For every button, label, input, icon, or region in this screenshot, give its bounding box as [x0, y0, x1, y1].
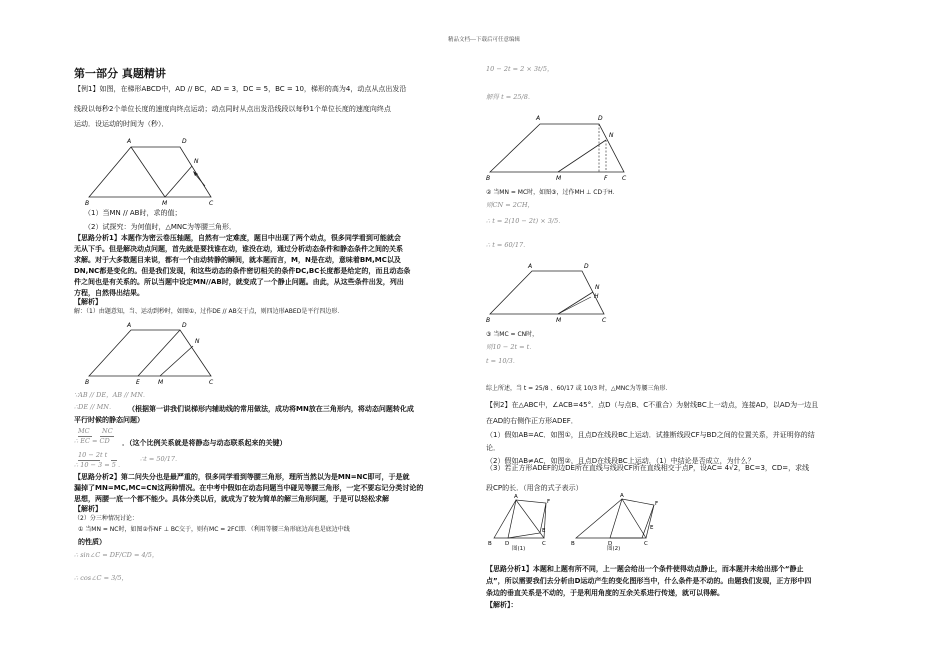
formula-2: ∴DE // MN．: [74, 403, 116, 411]
example2-line2: 在AD的右侧作正方形ADEF．: [486, 417, 578, 425]
label-N: N: [609, 132, 614, 139]
label-B: B: [571, 541, 575, 547]
solution-heading-3: 【解析】：: [486, 601, 518, 609]
trapezoid-figure-1: [85, 136, 225, 206]
label-D: D: [608, 541, 613, 547]
solution-1-intro: 解：（1）由题意知，当、运动到秒时，如图①，过作DE // AB交于点，则四边形ABED是平行四边形．: [74, 308, 344, 315]
label-M: M: [556, 317, 562, 324]
label-A: A: [536, 115, 541, 122]
label-C: C: [542, 541, 546, 547]
analysis-1-line: 件之间也是有关系的。所以当题中设定MN//AB时，就变成了一个静止问题。由此，从这些条件出发，列出: [74, 278, 404, 286]
example2-line4: 论．: [486, 444, 500, 452]
analysis-1-line: 求解。对于大多数题目来说，都有一个由动转静的瞬间，就本题而言，M，N是在动，意味着BM,MC以及: [74, 256, 401, 264]
equation-num: 10 − 2t t: [78, 451, 108, 459]
label-C: C: [209, 379, 214, 386]
label-E: E: [136, 379, 140, 386]
solution-r4: 则CN = 2CH，: [486, 201, 535, 209]
figure-1-caption: 图(1): [512, 546, 526, 552]
analysis-2-line: 【思路分析2】第二问失分也是最严重的，很多同学看到等腰三角形，理所当然以为是MN=NC即可，于是就: [74, 473, 410, 481]
solution-r9: t = 10/3．: [486, 357, 520, 365]
solution-r8: 则10 − 2t = t．: [486, 343, 536, 351]
label-D: D: [584, 263, 589, 270]
label-D: D: [182, 138, 187, 145]
solution-r10: 综上所述，当 t = 25/8 、60/17 或 10/3 时，△MNC为等腰三角形．: [486, 385, 672, 392]
example2-line6: （3）若正方形ADEF的边DE所在直线与线段CF所在直线相交于点P，设AC= 4√2，BC=3，CD=，求线: [486, 464, 810, 472]
solution-r6: ∴ t = 60/17．: [486, 241, 530, 249]
trapezoid-figure-3: [486, 112, 636, 182]
analysis-3-line: 条边的垂直关系是不动的，于是利用角度的互余关系进行传递，就可以得解。: [486, 589, 724, 597]
solution-r5: ∴ t = 2(10 − 2t) × 3/5．: [486, 217, 565, 225]
label-C: C: [209, 200, 214, 207]
label-M: M: [158, 379, 164, 386]
analysis-1-line: 方程，自然得出结果。: [74, 289, 144, 297]
label-N: N: [195, 338, 200, 345]
label-A: A: [620, 493, 624, 499]
label-B: B: [486, 175, 491, 182]
label-M: M: [162, 200, 168, 207]
label-N: N: [194, 158, 199, 165]
trapezoid-figure-4: [486, 264, 626, 326]
question-1: （1）当MN // AB时，求的值；: [84, 209, 182, 217]
solution-2-intro: （2）分三种情况讨论：: [74, 515, 138, 522]
label-C: C: [644, 541, 648, 547]
label-E: E: [650, 525, 654, 531]
equation-r1: 10 − 2t = 2 × 3t/5，: [486, 65, 554, 73]
ratio-formula: MC: [78, 427, 90, 435]
ratio-formula-d: ∴ EC = CD: [74, 437, 110, 445]
label-B: B: [85, 379, 90, 386]
label-C: C: [622, 175, 627, 182]
analysis-1-line: 无从下手。但是解决动点问题，首先就是要找谁在动，谁没在动，通过分析动态条件和静态条件之间的关系: [74, 245, 403, 253]
label-M: M: [556, 175, 562, 182]
label-A: A: [528, 263, 533, 270]
label-A: A: [514, 494, 518, 500]
label-A: A: [127, 138, 132, 145]
trapezoid-figure-2: [85, 324, 225, 388]
sin-formula: ∴ sin∠C = DF/CD = 4/5，: [74, 551, 159, 559]
label-H: H: [594, 293, 599, 300]
formula-1: ∵AB // DE，AB // MN．: [74, 391, 150, 399]
label-F: F: [547, 499, 551, 505]
note-2: ．（这个比例关系就是将静态与动态联系起来的关键）: [122, 439, 287, 447]
section-title: 第一部分 真题精讲: [74, 67, 166, 80]
solution-r7: ③ 当MC = CN时，: [486, 331, 539, 338]
solution-2-case1: ① 当MN = NC时，如图②作NF ⊥ BC交于，则有MC = 2FC即．（利用等腰三角形底边高也是底边中线: [78, 526, 350, 533]
analysis-1-line: 【思路分析1】本题作为密云卷压轴题，自然有一定难度，题目中出现了两个动点，很多同学看到可能就会: [74, 234, 401, 242]
label-D: D: [598, 115, 603, 122]
solution-heading-1: 【解析】: [74, 298, 102, 306]
analysis-2-line: 漏掉了MN=MC,MC=CN这两种情况。在中考中假如在动态问题当中碰见等腰三角形，一定不要忘记分类讨论的: [74, 484, 424, 492]
equation-result: ∴t = 50/17．: [140, 455, 182, 463]
solution-r3: ② 当MN = MC时，如图③，过作MH ⊥ CD于H．: [486, 189, 619, 196]
equation-den: ∴ 10 − 3 = 5 ．: [74, 461, 125, 469]
figure-2-caption: 图(2): [607, 546, 621, 552]
label-B: B: [486, 317, 491, 324]
example2-line1: 【例2】在△ABC中，∠ACB=45°．点D（与点B、C不重合）为射线BC上一动点，连接AD，以AD为一边且: [486, 401, 819, 409]
question-2: （2）试探究：为何值时，△MNC为等腰三角形．: [84, 223, 236, 231]
page-header: 精品文档---下载后可任意编辑: [448, 37, 520, 43]
analysis-1-line: DN,NC都是变化的。但是我们发现，和这些动态的条件密切相关的条件DC,BC长度都是给定的，而且动态条: [74, 267, 411, 275]
solution-heading-2: 【解析】: [74, 505, 102, 513]
label-B: B: [85, 200, 90, 207]
label-E: E: [542, 528, 546, 534]
solution-2-case1-cont: 的性质）: [78, 538, 106, 546]
cos-formula: ∴ cos∠C = 3/5，: [74, 574, 129, 582]
label-C: C: [602, 317, 607, 324]
label-A: A: [127, 322, 132, 329]
ratio-formula-n: NC: [102, 427, 113, 435]
analysis-2-line: 思想，两腰一底一个都不能少。具体分类以后，就成为了较为简单的解三角形问题，于是可以轻松求解: [74, 495, 389, 503]
example2-line7: 段CP的长．（用含的式子表示）: [486, 484, 583, 492]
example1-line3: 运动．设运动的时间为（秒）．: [74, 120, 169, 128]
note-1: （根据第一讲我们说梯形内辅助线的常用做法，成功将MN放在三角形内，将动态问题转化成: [128, 405, 414, 413]
example2-line3: （1）假如AB=AC．如图①，且点D在线段BC上运动．试推断线段CF与BD之间的位置关系，并证明你的结: [486, 431, 815, 439]
note-1-cont: 平行时候的静态问题）: [74, 416, 144, 424]
label-F: F: [655, 501, 659, 507]
example2-line5: （2）假如AB≠AC，如图②，且点D在线段BC上运动．（1）中结论是否成立，为什么？: [486, 457, 755, 465]
label-B: B: [488, 541, 492, 547]
analysis-3-line: 点”，所以需要我们去分析由D运动产生的变化图形当中，什么条件是不动的。由题我们发现，正方形中四: [486, 577, 812, 585]
equation-r2: 解得 t = 25/8．: [486, 93, 535, 101]
label-D: D: [182, 322, 187, 329]
analysis-3-line: 【思路分析1】本题和上题有所不同，上一题会给出一个条件使得动点静止，而本题并未给出那个“静止: [486, 565, 804, 573]
label-F: F: [604, 175, 608, 182]
example1-line1: 【例1】如图，在梯形ABCD中，AD // BC，AD = 3，DC = 5，BC = 10，梯形的高为4，动点从点出发沿: [74, 85, 407, 93]
label-N: N: [595, 284, 600, 291]
example1-line2: 线段以每秒2个单位长度的速度向终点运动；动点同时从点出发沿线段以每秒1个单位长度的速度向终点: [74, 105, 391, 113]
label-D: D: [505, 541, 510, 547]
